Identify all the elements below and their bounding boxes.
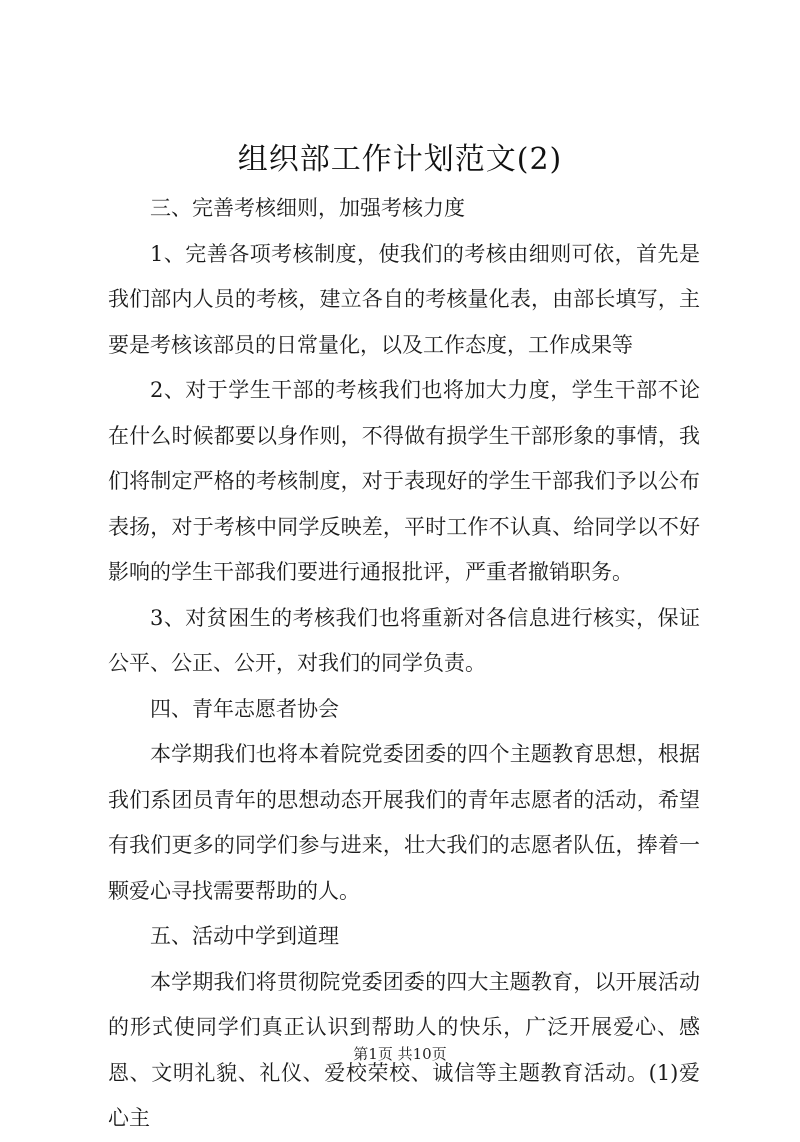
document-body bbox=[108, 186, 700, 1142]
document-title: 组织部工作计划范文(2) bbox=[237, 142, 563, 177]
paragraph-volunteer: 本学期我们也将本着院党委团委的四个主题教育思想，根据我们系团员青年的思想动态开展我们的青年志愿者的活动，希望有我们更多的同学们参与进来，壮大我们的志愿者队伍，捧着一颗爱心寻找需要帮助的人。 bbox=[108, 742, 700, 903]
paragraph-item-1: 1、完善各项考核制度，使我们的考核由细则可依，首先是我们部内人员的考核，建立各自的考核量化表，由部长填写，主要是考核该部员的日常量化，以及工作态度，工作成果等 bbox=[108, 241, 700, 357]
section-heading-5: 五、活动中学到道理 bbox=[150, 924, 339, 948]
paragraph-item-3: 3、对贫困生的考核我们也将重新对各信息进行核实，保证公平、公正、公开，对我们的同学负责。 bbox=[108, 605, 700, 675]
paragraph-activities: 本学期我们将贯彻院党委团委的四大主题教育，以开展活动的形式使同学们真正认识到帮助人的快乐，广泛开展爱心、感恩、文明礼貌、礼仪、爱校荣校、诚信等主题教育活动。(1)爱心主 bbox=[108, 969, 700, 1130]
section-heading-3: 三、完善考核细则，加强考核力度 bbox=[150, 196, 465, 220]
page-number-footer: 第1页 共10页 bbox=[353, 1045, 447, 1063]
paragraph-item-2: 2、对于学生干部的考核我们也将加大力度，学生干部不论在什么时候都要以身作则，不得做有损学生干部形象的事情，我们将制定严格的考核制度，对于表现好的学生干部我们予以公布表扬，对于考核中同学反映差，平时工作不认真、给同学以不好影响的学生干部我们要进行通报批评，严重者撤销职务。 bbox=[108, 378, 700, 584]
section-heading-4: 四、青年志愿者协会 bbox=[150, 696, 339, 721]
